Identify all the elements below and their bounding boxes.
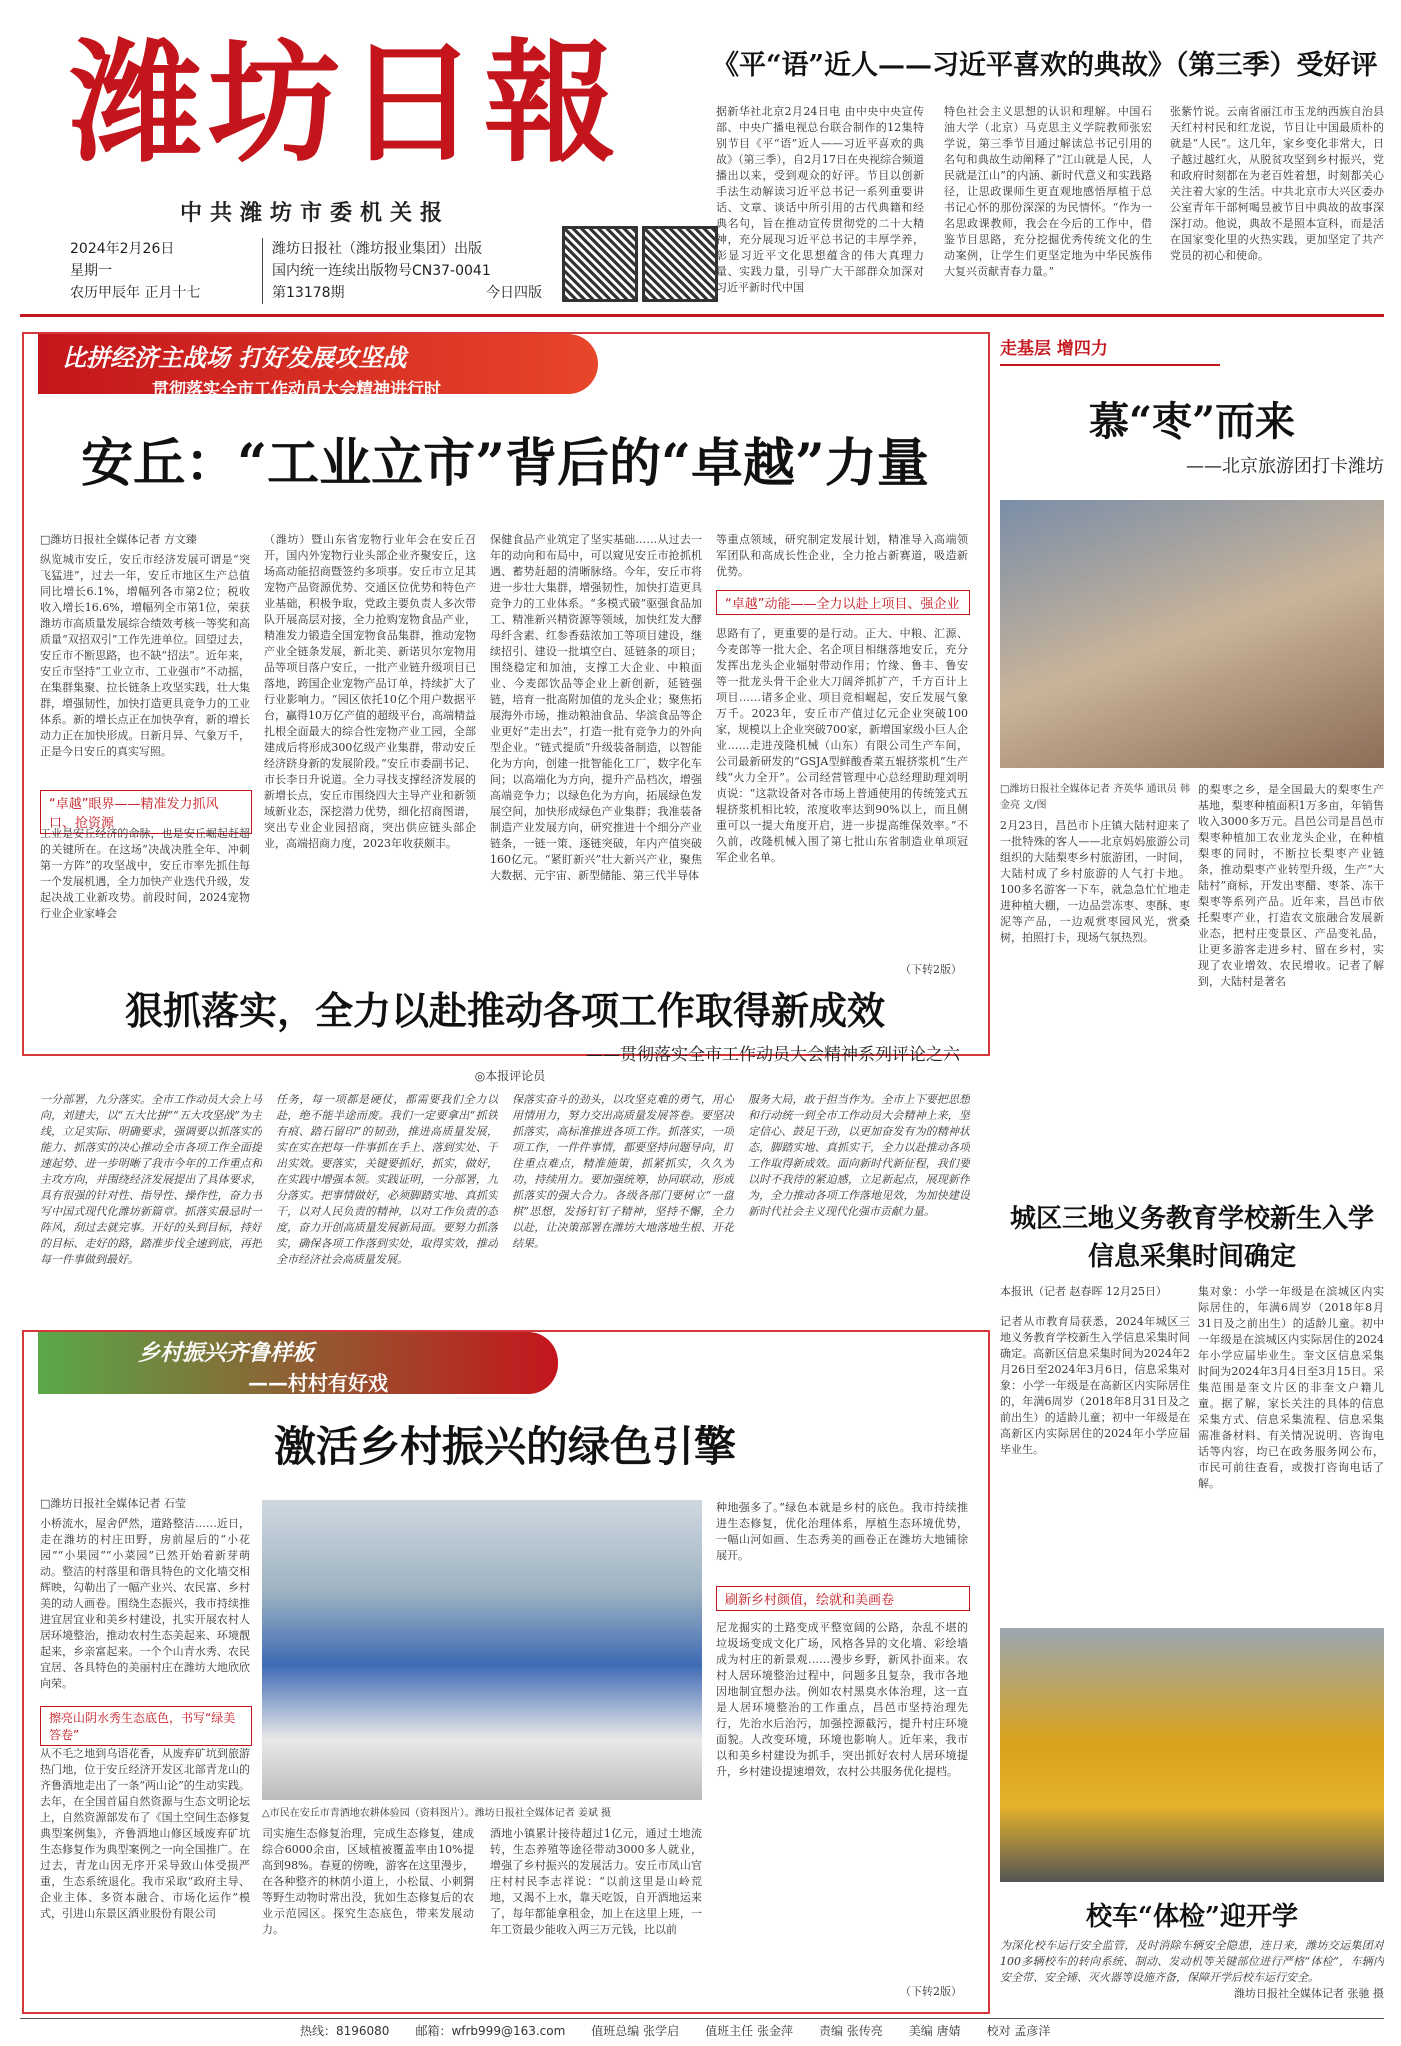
issue-lunar-date: 农历甲辰年 正月十七 [70, 285, 201, 301]
section2-byline: □潍坊日报社全媒体记者 石莹 [40, 1497, 186, 1510]
school-bus-photo [1000, 1628, 1384, 1882]
commentary-col3: 保落实奋斗的劲头，以攻坚克难的勇气，用心用情用力，努力交出高质量发展答卷。要坚决抓落实，高标准推进各项工作。抓落实，一项项工作，一件件事情，都要坚持问题导向，盯住重点难点，精准施策，抓紧抓实，久久为功，持续用力。要加强统筹，协同联动，形成抓落实的强大合力。各级各部门要树立“一盘棋”思想，发扬钉钉子精神，坚持不懈，全力以赴，让决策部署在潍坊大地落地生根、开花结果。 [512, 1093, 734, 1250]
right-subtitle: ——北京旅游团打卡潍坊 [1186, 456, 1384, 477]
right-tag-bar [1000, 334, 1220, 366]
education-col1: 记者从市教育局获悉，2024年城区三地义务教育学校新生入学信息采集时间确定。高新区信息采集时间为2024年2月26日至2024年3月6日，信息采集对象：小学一年级是在高新区内实际居住的，年满6周岁（2018年8月31日及之前出生）的适龄儿童；初中一年级是在高新区内实际居住的2024年小学应届毕业生。 [1000, 1315, 1190, 1456]
section1-subhead-2: “卓越”动能——全力以赴上项目、强企业 [716, 590, 970, 615]
commentary-subtitle: ——贯彻落实全市工作动员大会精神系列评论之六 [586, 1045, 960, 1065]
section1-headline: 安丘：“工业立市”背后的“卓越”力量 [81, 433, 929, 494]
tourists-photo [1000, 500, 1384, 768]
section1-col4: 等重点领域，研究制定发展计划，精准导入高端领军团队和高成长性企业，全力抢占新赛道，吸造新优势。 [716, 533, 968, 578]
square-dance-photo [262, 1500, 702, 1800]
issue-date: 2024年2月26日 [70, 241, 175, 257]
top-story-col3: 张紫竹说。云南省丽江市玉龙纳西族自治县天红村村民和红龙说，节目让中国最质朴的就是“人民”。这几年，家乡变化非常大，日子越过越红火，从脱贫攻坚到乡村振兴，党和政府时刻都在为老百姓着想，时刻都关心关注着大家的生活。中共北京市大兴区委办公室青年干部柯喝昱被节目中典故的故事深深打动。他说，典故不是照本宣科，而是活在国家变化里的火热实践，更加坚定了共产党员的初心和使命。 [1170, 105, 1384, 262]
section1-banner [38, 334, 598, 400]
issue-weekday: 星期一 [70, 263, 112, 279]
section1-col4b: 思路有了，更重要的是行动。正大、中粮、汇源、今麦郎等一批大企、名企项目相继落地安丘，充分发挥出龙头企业辐射带动作用；竹缘、鲁丰、鲁安等一批龙头骨干企业大刀阔斧抓扩产，千方百计上项目……诸多企业、项目竞相崛起，安丘发展气象万千。2023年，安丘市产值过亿元企业突破100家，规模以上企业突破700家，新增国家级小巨人企业……走进茂隆机械（山东）有限公司生产车间，公司最新研发的“GSJA型鲜酸香菜五辊挤浆机”生产线“火力全开”。公司经营管理中心总经理助理刘明贞说：“这款设备对各市场上普通使用的传统笼式五辊挤浆机相比较，浓度收率达到90%以上，而且侧重可以一提大角度开启，进一步提高维保效率。”不久前，改隆机械入围了第七批山东省制造业单项冠军企业名单。 [716, 627, 968, 864]
section1-col1b: 工业是安丘经济的命脉，也是安丘崛起赶超的关键所在。在这场“决战决胜全年、冲刺第一方阵”的攻坚战中，安丘市率先抓住每一个发展机遇，全力加快产业迭代升级，发起决战工业新攻势。前段时间，2024宠物行业企业家峰会 [40, 827, 250, 920]
commentary-byline: ◎本报评论员 [474, 1069, 546, 1083]
masthead-rule [20, 314, 1384, 317]
section2-subhead-2: 刷新乡村颜值，绘就和美画卷 [716, 1586, 970, 1611]
section1-subhead-1: “卓越”眼界——精准发力抓风口、抢资源 [40, 790, 252, 834]
section1-continued: （下转2版） [900, 963, 962, 976]
newspaper-logo: 潍坊日報 [70, 26, 622, 181]
footer-designer: 美编 唐婧 [908, 2024, 961, 2038]
section1-col2: （潍坊）暨山东省宠物行业年会在安丘召开，国内外宠物行业头部企业齐聚安丘，这场高动能招商暨签约多项事。安丘市立足其宠物产品资源优势、交通区位优势和特色产业基础，积极争取，党政主要负责人多次带队开展高层对接，全力抢购宠物食品产业，精准发力锻造全国宠物食品集群，推动宠物产业全链条发展，新北美、新诺贝尔宠物用品等项目落户安丘，一批产业链升级项目已落地，跨国企业宠物产品订单，持续扩大了行业影响力。“园区依托10亿个用户数据平台，贏得10万亿产值的超级平台，高端精益扎根全面最大的综合性宠物产业工园，全部建成后将形成300亿级产业集群，带动安丘经济跻身新的发展阶段。”安丘市委副书记、市长李日升说道。全力寻找支撑经济发展的新增长点，安丘市围绕四大主导产业和新领域新业态，深挖潜力优势，细化招商图谱，突出专业企业园招商，突出供应链头部企业，高端招商力度，2023年收获颇丰。 [264, 533, 476, 850]
issue-info-left [70, 238, 250, 304]
right-photo-credit: □潍坊日报社全媒体记者 齐英华 通讯员 韩金亮 文/图 [1000, 784, 1190, 811]
issue-number: 第13178期 [272, 285, 345, 301]
masthead-subtitle: 中共潍坊市委机关报 [180, 200, 451, 226]
footer-editor-director: 值班主任 张金萍 [705, 2024, 793, 2038]
top-story-col1: 据新华社北京2月24日电 由中央中央宣传部、中央广播电视总台联合制作的12集特别节目《平“语”近人——习近平喜欢的典故》（第三季），自2月17日在央视综合频道播出以来，受到观众的好评。节目以创新手法生动解读习近平总书记一系列重要讲话、文章、谈话中所引用的古代典籍和经典名句，旨在推动宣传贯彻党的二十大精神，充分展现习近平总书记的丰厚学养，彰显习近平文化思想蕴含的伟大真理力量、实践力量，引导广大干部群众加深对习近平新时代中国 [716, 105, 924, 294]
section2-subhead-1: 擦亮山阴水秀生态底色，书写“绿美答卷” [40, 1706, 252, 1746]
education-col2: 集对象：小学一年级是在滨城区内实际居住的，年满6周岁（2018年8月31日及之前出生）的适龄儿童。初中一年级是在滨城区内实际居住的2024年小学应届毕业生。奎文区信息采集时间为2024年3月4日至3月15日。采集范围是奎文片区的非奎文户籍儿童。据了解，家长关注的具体的信息采集方式、信息采集流程、信息采集需准备材料、有关情况说明、咨询电话等内容，均已在政务服务网公布，市民可前往查看，或拨打咨询电话了解。 [1198, 1285, 1384, 1490]
section2-col1b: 从不毛之地到乌语花香，从废弃矿坑到旅游热门地，位于安丘经济开发区北部青龙山的齐鲁酒地走出了一条“两山论”的生动实践。去年，在全国首届自然资源与生态文明论坛上，自然资源部发布了《国土空间生态修复典型案例集》，齐鲁酒地山修区域废弃矿坑生态修复作为典型案例之一向全国推广。在过去，青龙山因无序开采导致山体受损严重，生态系统退化。我市采取“政府主导、企业主体、多资本融合、市场化运作”模式，引进山东景区酒业股份有限公司 [40, 1747, 250, 1920]
footer-editor-chief: 值班总编 张学启 [591, 2024, 680, 2038]
section1-banner-subtitle: 贯彻落实全市工作动员大会精神进行时 [152, 380, 441, 400]
publisher: 潍坊日报社（潍坊报业集团）出版 [272, 241, 482, 257]
footer-hotline: 热线：8196080 [300, 2024, 390, 2038]
footer-editor: 责编 张传亮 [818, 2024, 883, 2038]
section2-col4b: 尼龙掘实的土路变成平整宽阔的公路，杂乱不堪的垃圾场变成文化广场，风格各异的文化墙、彩绘墙成为村庄的新景观……漫步乡野，新风扑面来。农村人居环境整治过程中，问题多且复杂，我市各地因地制宜想办法。例如农村黑臭水体治理，这一直是人居环境整治的工作重点，昌邑市坚持治理先行，先治水后治污，加强控源截污，提升村庄环境面貌。人改变环境，环境也影响人。近年来，我市以和美乡村建设为抓手，突出抓好农村人居环境提升，乡村建设提速增效，农村公共服务优化提档。 [716, 1621, 968, 1778]
top-story-headline: 《平“语”近人——习近平喜欢的典故》（第三季）受好评 [712, 50, 1378, 81]
cn-number: 国内统一连续出版物号CN37-0041 [272, 263, 491, 279]
section1-col3: 保健食品产业筑定了坚实基础……从过去一年的动向和布局中，可以窥见安丘市抢抓机遇、蓄势赶超的清晰脉络。今年，安丘市将进一步壮大集群，增强韧性，加快打造更具竞争力的工业体系。“多模式破”驱强食品加工、精准新兴精资源等领域，加快红发大酵母纤含素、红参香菇浓加工等项目建设，继续招引、建设一批填空白、延链条的项目；围绕稳定和加油，支撑工大企业、中粮面业、今麦郎饮品等企业上新创新，延链强链，培育一批高附加值的龙头企业；聚焦拓展海外市场，推动粮油食品、华滨食品等企业更好“走出去”，打造一批有竞争力的外向型企业。“链式提质”升级装备制造，以智能化为方向，创建一批智能化工厂，数字化车间；以高端化为方向，提升产品档次，增强高端竞争力；以绿色化为方向，拓展绿色发展空间，加快形成绿色产业集群；我准装备制造产业发展方向，研究推进十个细分产业链条，一链一策、逐链突破，年内产值突破160亿元。“紧盯新兴”壮大新兴产业，聚焦大数据、元宇宙、新型储能、第三代半导体 [490, 533, 702, 882]
section2-col3: 酒地小镇累计接待超过1亿元，通过土地流转，生态养殖等途径带动3000多人就业，增强了乡村振兴的发展活力。安丘市凤山官庄村村民李志祥说：“以前这里是山岭荒地，又渴不上水，靠天吃饭，自开酒地运来了，每年都能拿租金，加上在这里上班，一年工资最少能收入两三万元钱，比以前 [490, 1827, 702, 1936]
section1-banner-title: 比拼经济主战场 打好发展攻坚战 [62, 344, 407, 372]
commentary-headline: 狠抓落实，全力以赴推动各项工作取得新成效 [124, 988, 885, 1033]
footer-email: 邮箱：wfrb999@163.com [415, 2024, 566, 2038]
right-col1: 2月23日，昌邑市卜庄镇大陆村迎来了一批特殊的客人——北京妈妈旅游公司组织的大陆梨枣乡村旅游团，一时间，大陆村成了乡村旅游的人气打卡地。100多名游客一下车，就急急忙忙地走进种植大棚，一边品尝冻枣、枣酥、枣泥等产品，一边观赏枣园风光，赏桑树，拍照打卡，现场气氛热烈。 [1000, 819, 1190, 944]
education-headline: 城区三地义务教育学校新生入学信息采集时间确定 [1009, 1204, 1374, 1272]
school-bus-text: 为深化校车运行安全监管，及时消除车辆安全隐患，连日来，潍坊交运集团对100多辆校车的转向系统、制动、发动机等关键部位进行严格“体检”，车辆内安全带、安全锤、灭火器等设施齐备，保障开学后校车运行安全。 [1000, 1939, 1384, 1984]
page-count: 今日四版 [486, 285, 542, 301]
qr-code-icon [562, 226, 638, 302]
section1-col1: 纵览城市安丘，安丘市经济发展可谓是“突飞猛进”，过去一年，安丘市地区生产总值同比增长6.1%，增幅列各市第2位；税收收入增长16.6%，增幅列全市第1位，荣获潍坊市高质量发展综合绩效考核一等奖和高质量“双招双引”工作先进单位。回望过去，安丘市不断思路，也不缺“招法”。近年来，安丘市坚持“工业立市、工业强市”不动摇，在集群集聚、拉长链条上攻坚实践，壮大集群，增强韧性，加快打造更具竞争力的工业体系。新的增长点正在加快孕育，新的增长动力正在加快形成。日新月异、气象万千，正是今日安丘的真实写照。 [40, 553, 250, 758]
section2-headline: 激活乡村振兴的绿色引擎 [273, 1422, 736, 1471]
footer-rule [20, 2018, 1384, 2019]
right-headline: 慕“枣”而来 [1088, 398, 1295, 445]
qr-code-icon [642, 226, 718, 302]
commentary-col2: 任务，每一项都是硬仗，都需要我们全力以赴，绝不能半途而废。我们一定要拿出“抓铁有痕、踏石留印”的韧劲，推进高质量发展，实在实在把每一件事抓在手上、落到实处、干出实效。要落实，关键要抓好，抓实，做好，在实践中增强本领。实践证明，一分部署，九分落实。把事情做好，必须脚踏实地、真抓实干，以对人民负责的精神，以对工作负责的态度，奋力开创高质量发展新局面。要努力抓落实，确保各项工作落到实处，取得实效，推动全市经济社会高质量发展。 [276, 1093, 498, 1266]
section1-byline: □潍坊日报社全媒体记者 方文臻 [40, 533, 197, 546]
school-bus-credit: 潍坊日报社全媒体记者 张驰 摄 [1234, 1987, 1384, 2000]
right-col2: 的梨枣之乡，是全国最大的梨枣生产基地，梨枣种植面积1万多亩，年销售收入3000多万元。昌邑公司是昌邑市梨枣种植加工农业龙头企业，在种植梨枣的同时，不断拉长梨枣产业链条，推动梨枣产业转型升级，生产“大陆村”商标，开发出枣醋、枣茶、冻干梨枣等系列产品。近年来，昌邑市依托梨枣产业，打造农文旅融合发展新业态，把村庄变景区、产品变礼品，让更多游客走进乡村、留在乡村，实现了农业增效、农民增收。记者了解到，大陆村是著名 [1198, 783, 1384, 988]
section2-continued: （下转2版） [900, 1985, 962, 1998]
top-story-col2: 特色社会主义思想的认识和理解。中国石油大学（北京）马克思主义学院教师张宏学说，第三季节目通过解读总书记引用的名句和典故生动阐释了“江山就是人民，人民就是江山”的内涵、新时代意义和实践路径，让思政课师生更直观地感悟厚植于总书记心怀的那份深深的为民情怀。“作为一名思政课教师，我会在今后的工作中，借鉴节目思路，充分挖掘优秀传统文化的生动案例，让学生们更坚定地为中华民族伟大复兴贡献青春力量。” [944, 105, 1152, 278]
commentary-col4: 服务大局，敢于担当作为。全市上下要把思想和行动统一到全市工作动员大会精神上来，坚定信心、鼓足干劲，以更加奋发有为的精神状态，脚踏实地、真抓实干，全力以赴推动各项工作取得新成效。面向新时代新征程，我们要以时不我待的紧迫感，立足新起点，展现新作为，全力推动各项工作落地见效，为加快建设新时代社会主义现代化强市贡献力量。 [748, 1093, 970, 1218]
section2-photo-caption: △市民在安丘市青酒地农耕体验园（资料图片）。潍坊日报社全媒体记者 姜斌 摄 [262, 1808, 612, 1819]
education-byline: 本报讯（记者 赵春晖 12月25日） [1000, 1285, 1167, 1298]
commentary-col1: 一分部署，九分落实。全市工作动员大会上马向，刘建夫，以“五大比拼”“五大攻坚战”为主线，立足实际、明确要求，强调要以抓落实的能力、抓落实的决心推动全市各项工作全面提速起势、进一步明晰了我市今年的工作重点和主攻方向，并围绕经济发展提出了具体要求，具有很强的针对性、指导性、操作性，奋力书写中国式现代化潍坊新篇章。抓落实最忌时一阵风，刮过去就完事。开好的头到目标，持好的目标、走好的路，踏准步伐全速到底，再把每一件事做到最好。 [40, 1093, 262, 1266]
section2-col4: 种地强多了。”绿色本就是乡村的底色。我市持续推进生态修复，优化治理体系，厚植生态环境优势，一幅山河如画、生态秀美的画卷正在潍坊大地铺徐展开。 [716, 1501, 968, 1562]
footer-bar [300, 2022, 1300, 2039]
section2-banner [38, 1332, 558, 1394]
masthead-divider [262, 238, 263, 304]
footer-proofreader: 校对 孟彦洋 [986, 2024, 1051, 2038]
section2-col1: 小桥流水，屋舍俨然，道路整洁……近日，走在潍坊的村庄田野，房前屋后的“小花园”“小果园”“小菜园”已然开始着新芽萌动。整洁的村落里和谐具特色的文化墙交相辉映，勾勒出了一幅产业兴、农民富、乡村美的动人画卷。围绕生态振兴，我市持续推进宜居宜业和美乡村建设，扎实开展农村人居环境整治，推动农村生态美起来、环境靓起来，乡亲富起来。一个个山青水秀、农民宜居、各具特色的美丽村庄在潍坊大地欣欣向荣。 [40, 1517, 250, 1690]
section2-banner-subtitle: ——村村有好戏 [248, 1371, 388, 1395]
right-tag: 走基层 增四力 [1000, 339, 1108, 359]
section2-banner-title: 乡村振兴齐鲁样板 [138, 1341, 315, 1366]
issue-info-right [272, 238, 572, 304]
section2-col2: 司实施生态修复治理，完成生态修复，建成综合6000余亩，区域植被覆盖率由10%提高到98%。春夏的傍晚，游客在这里漫步，在各种整齐的林荫小道上，小松鼠、小刺猬等野生动物时常出没，犹如生态修复后的农业示范园区。探究生态底色，带来发展动力。 [262, 1827, 474, 1936]
school-bus-headline: 校车“体检”迎开学 [1086, 1902, 1298, 1932]
